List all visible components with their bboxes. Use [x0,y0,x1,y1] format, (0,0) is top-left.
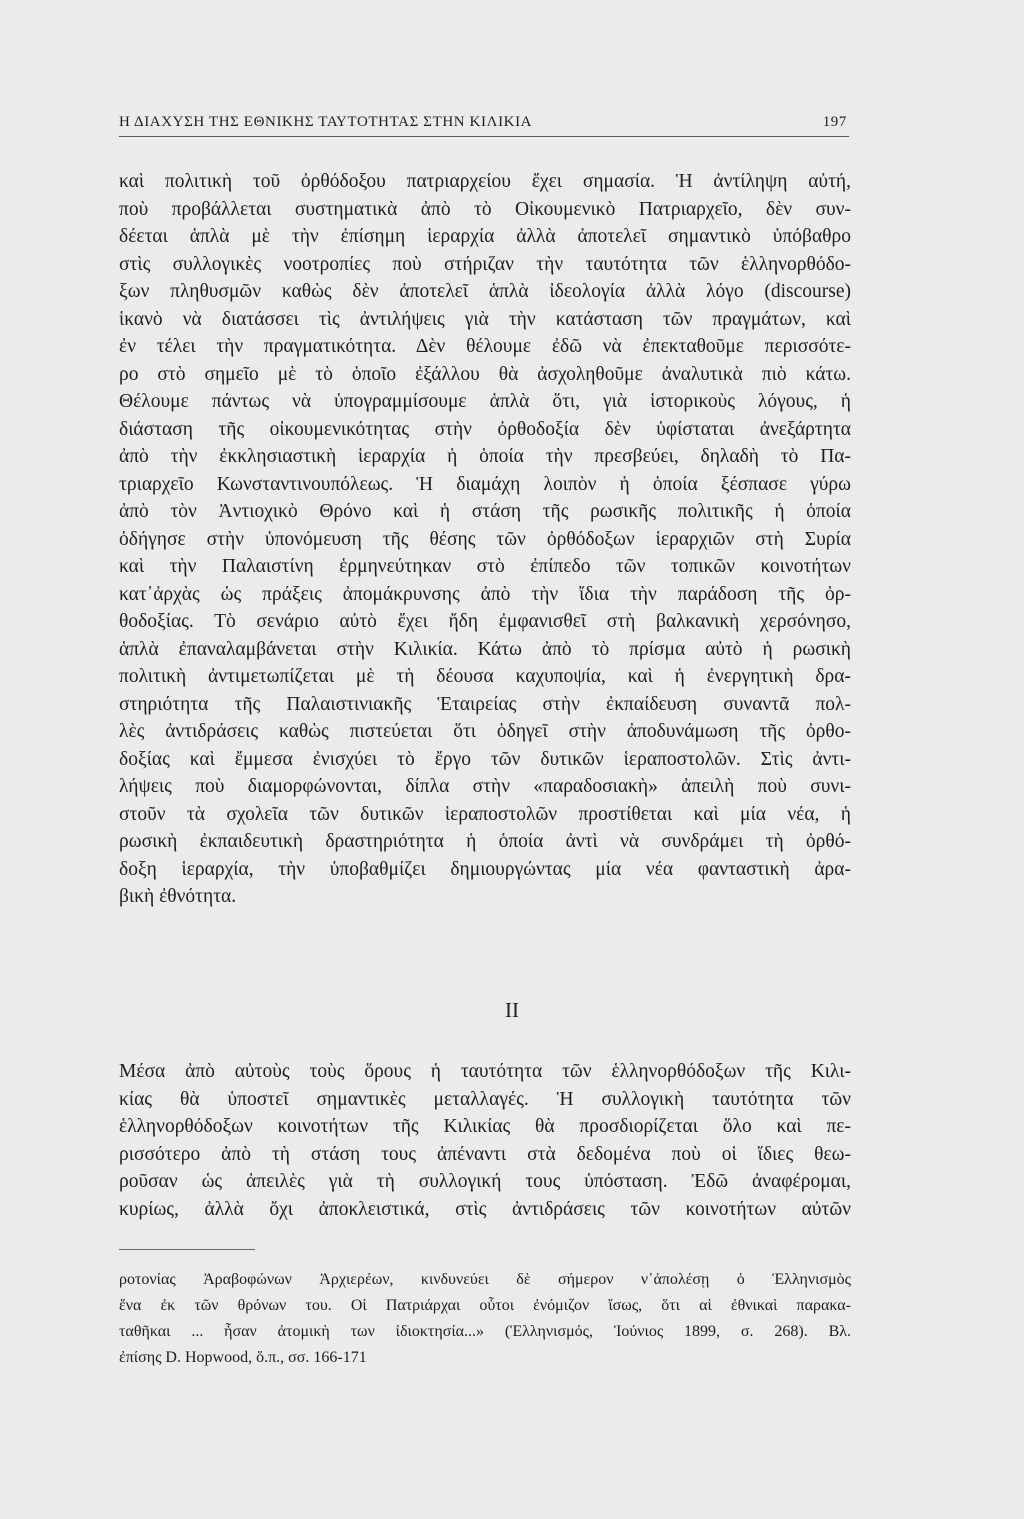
text-line: κίας θὰ ὑποστεῖ σημαντικὲς μεταλλαγές. Ἡ συλλογικὴ ταυτότητα τῶν [119,1088,851,1110]
footnote-line: ἐπίσης D. Hopwood, ὅ.π., σσ. 166-171 [119,1349,367,1366]
text-line: ποὺ προβάλλεται συστηματικὰ ἀπὸ τὸ Οἰκουμενικὸ Πατριαρχεῖο, δὲν συν- [119,198,851,220]
section-heading: II [505,998,519,1022]
section-paragraph [119,1058,851,1223]
text-line: ξων πληθυσμῶν καθὼς δὲν ἀποτελεῖ ἁπλὰ ἰδεολογία ἀλλὰ λόγο (discourse) [119,281,851,302]
footnote-line: ταθῆκαι ... ἦσαν ἀτομικὴ των ἰδιοκτησία...» (Ἑλληνισμός, Ἰούνιος 1899, σ. 268). Βλ. [119,1323,851,1340]
text-line: Μέσα ἀπὸ αὐτοὺς τοὺς ὅρους ἡ ταυτότητα τῶν ἑλληνορθόδοξων τῆς Κιλι- [119,1061,851,1082]
text-line: καὶ πολιτικὴ τοῦ ὀρθόδοξου πατριαρχείου ἔχει σημασία. Ἡ ἀντίληψη αὐτή, [119,171,851,192]
footnote-line: ἕνα ἐκ τῶν θρόνων του. Οἱ Πατριάρχαι οὗτοι ἐνόμιζον ἴσως, ὅτι αἱ ἐθνικαὶ παρακα- [119,1297,851,1314]
text-line: ἁπλὰ ἐπαναλαμβάνεται στὴν Κιλικία. Κάτω ἀπὸ τὸ πρίσμα αὐτὸ ἡ ρωσικὴ [119,638,851,660]
text-line: τριαρχεῖο Κωνσταντινουπόλεως. Ἡ διαμάχη λοιπὸν ἡ ὁποία ξέσπασε γύρω [119,473,851,495]
text-line: κυρίως, ἀλλὰ ὄχι ἀποκλειστικά, στὶς ἀντιδράσεις τῶν κοινοτήτων αὐτῶν [119,1198,851,1220]
text-line: ἐν τέλει τὴν πραγματικότητα. Δὲν θέλουμε ἐδῶ νὰ ἐπεκταθοῦμε περισσότε- [119,336,851,357]
text-line: θοδοξίας. Τὸ σενάριο αὐτὸ ἔχει ἤδη ἐμφανισθεῖ στὴ βαλκανικὴ χερσόνησο, [119,611,851,632]
text-line: δοξίας καὶ ἔμμεσα ἐνισχύει τὸ ἔργο τῶν δυτικῶν ἱεραποστολῶν. Στὶς ἀντι- [119,748,851,770]
text-line: δέεται ἁπλὰ μὲ τὴν ἐπίσημη ἱεραρχία ἀλλὰ ἀποτελεῖ σημαντικὸ ὑπόβαθρο [119,226,851,247]
footnote-separator [119,1249,255,1250]
text-line: δοξη ἱεραρχία, τὴν ὑποβαθμίζει δημιουργώντας μία νέα φανταστικὴ ἀρα- [119,858,851,880]
text-line: λὲς ἀντιδράσεις καθὼς πιστεύεται ὅτι ὁδηγεῖ στὴν ἀποδυνάμωση τῆς ὀρθο- [119,721,851,742]
text-line: ρο στὸ σημεῖο μὲ τὸ ὁποῖο ἐξάλλου θὰ ἀσχοληθοῦμε ἀναλυτικὰ πιὸ κάτω. [119,363,851,385]
text-line: στὶς συλλογικὲς νοοτροπίες ποὺ στήριζαν τὴν ταυτότητα τῶν ἑλληνορθόδο- [119,253,851,275]
text-line: Θέλουμε πάντως νὰ ὑπογραμμίσουμε ἁπλὰ ὅτι, γιὰ ἱστορικοὺς λόγους, ἡ [119,391,851,412]
footnote-line: ροτονίας Ἀραβοφώνων Ἀρχιερέων, κινδυνεύει δὲ σήμερον ν᾿ἀπολέσῃ ὁ Ἑλληνισμὸς [119,1271,851,1288]
main-paragraph [119,168,851,911]
text-line: πολιτικὴ ἀντιμετωπίζεται μὲ τὴ δέουσα καχυποψία, καὶ ἡ ἐνεργητικὴ δρα- [119,666,851,687]
footnote-block [119,1267,851,1371]
text-line: ἀπὸ τὸν Ἀντιοχικὸ Θρόνο καὶ ἡ στάση τῆς ρωσικῆς πολιτικῆς ἡ ὁποία [119,501,851,522]
text-line: λήψεις ποὺ διαμορφώνονται, δίπλα στὴν «παραδοσιακὴ» ἀπειλὴ ποὺ συνι- [119,776,851,797]
text-line: διάσταση τῆς οἰκουμενικότητας στὴν ὀρθοδοξία δὲν ὑφίσταται ἀνεξάρτητα [119,418,851,440]
text-line: ὁδήγησε στὴν ὑπονόμευση τῆς θέσης τῶν ὀρθόδοξων ἱεραρχιῶν στὴ Συρία [119,528,851,550]
text-line: κατ᾿ἀρχὰς ὡς πράξεις ἀπομάκρυνσης ἀπὸ τὴν ἴδια τὴν παράδοση τῆς ὀρ- [119,583,851,605]
text-line: καὶ τὴν Παλαιστίνη ἑρμηνεύτηκαν στὸ ἐπίπεδο τῶν τοπικῶν κοινοτήτων [119,556,851,577]
text-line: ρισσότερο ἀπὸ τὴ στάση τους ἀπέναντι στὰ δεδομένα ποὺ οἱ ἴδιες θεω- [119,1143,851,1165]
text-line: στηριότητα τῆς Παλαιστινιακῆς Ἑταιρείας στὴν ἐκπαίδευση συναντᾶ πολ- [119,693,851,715]
text-line: ρωσικὴ ἐκπαιδευτικὴ δραστηριότητα ἡ ὁποία ἀντὶ νὰ συνδράμει τὴ ὀρθό- [119,831,851,852]
text-line: ἱκανὸ νὰ διατάσσει τὶς ἀντιλήψεις γιὰ τὴν κατάσταση τῶν πραγμάτων, καὶ [119,308,851,330]
text-line: ροῦσαν ὡς ἀπειλὲς γιὰ τὴ συλλογική τους ὑπόσταση. Ἐδῶ ἀναφέρομαι, [119,1171,851,1192]
text-line: βικὴ ἐθνότητα. [119,886,237,907]
text-line: ἑλληνορθόδοξων κοινοτήτων τῆς Κιλικίας θὰ προσδιορίζεται ὅλο καὶ πε- [119,1116,851,1137]
text-line: στοῦν τὰ σχολεῖα τῶν δυτικῶν ἱεραποστολῶν προστίθεται καὶ μία νέα, ἡ [119,803,851,825]
text-line: ἀπὸ τὴν ἐκκλησιαστικὴ ἱεραρχία ἡ ὁποία τὴν πρεσβεύει, δηλαδὴ τὸ Πα- [119,446,851,467]
running-title: Η ΔΙΑΧΥΣΗ ΤΗΣ ΕΘΝΙΚΗΣ ΤΑΥΤΟΤΗΤΑΣ ΣΤΗΝ ΚΙΛΙΚΙΑ [119,114,533,130]
running-header [119,112,849,137]
page-number: 197 [822,114,847,130]
